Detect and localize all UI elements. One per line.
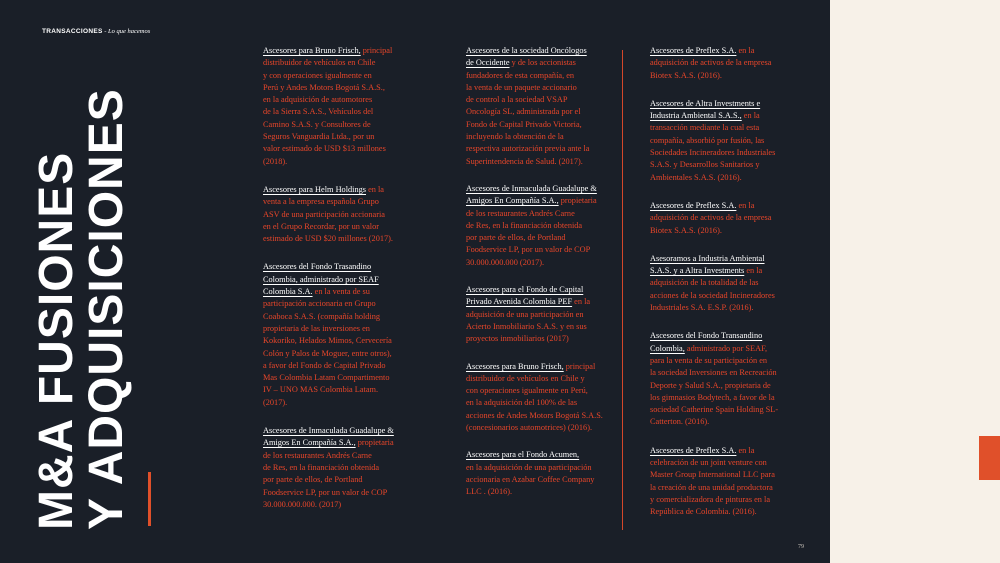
column-1 bbox=[263, 45, 409, 527]
transaction-description: y de los accionistas fundadores de esta compañía, en la venta de un paquete accionario de control a la sociedad VSAP Oncología SL, administrada por el Fondo de Capital Privado Victoria, incluyendo la obtención de la respectiva autorización previa ante la Superintendencia de Salud. (2017). bbox=[466, 58, 590, 166]
transaction-description: en la adquisición de una participación en Acierto Inmobiliario S.A.S. y en sus proyectos inmobiliarios (2017) bbox=[466, 297, 591, 344]
transaction-entry bbox=[263, 184, 409, 245]
transaction-description: propietaria de los restaurantes Andrés Carne de Res, en la financiación obtenida por parte de ellos, de Portland Foodservice LP, por un valor de COP 30.000.000.000. (2017) bbox=[263, 438, 394, 509]
client-name: Asesoramos a Industria Ambiental S.A.S. y a Altra Investments bbox=[650, 253, 765, 276]
transaction-entry bbox=[466, 449, 606, 498]
client-name: Ascesores para Bruno Frisch, bbox=[263, 46, 361, 55]
transaction-entry bbox=[466, 284, 606, 345]
column-divider bbox=[622, 50, 623, 530]
transaction-entry bbox=[263, 261, 409, 409]
transaction-description: en la adquisición de una participación accionaria en Azabar Coffee Company LLC . (2016). bbox=[466, 462, 595, 497]
transaction-description: en la adquisición de activos de la empresa Biotex S.A.S. (2016). bbox=[650, 46, 772, 80]
client-name: Ascesores de Inmaculada Guadalupe & Amigos En Compañía S.A., bbox=[466, 183, 597, 206]
transaction-description: principal distribuidor de vehículos en Chile y con operaciones igualmente en Perú, en la adquisición del 100% de las acciones de Andes Motors Bogotá S.A.S. (concesionarios automotrices) (2016). bbox=[466, 361, 603, 433]
client-name: Ascesores del Fondo Transandino Colombia, bbox=[650, 331, 763, 353]
transaction-entry bbox=[650, 98, 800, 184]
transaction-description: en la celebración de un joint venture con Master Group International LLC para la creación de una unidad productora y comercializadora de pinturas en la República de Colombia. (2016). bbox=[650, 445, 775, 517]
column-3 bbox=[650, 45, 800, 535]
client-name: Ascesores de Preflex S.A. bbox=[650, 200, 737, 210]
cream-panel bbox=[830, 0, 1000, 563]
transaction-description: en la adquisición de la totalidad de las acciones de la sociedad Incineradores Industriales S.A. E.S.P. (2016). bbox=[650, 266, 775, 313]
transaction-entry bbox=[466, 183, 606, 269]
transaction-description: principal distribuidor de vehículos en Chile y con operaciones igualmente en Perú y Andes Motors Bogotá S.A.S., en la adquisición de automotores de la Sierra S.A.S., Vehículos del Camino S.A.S. y Consultores de Seguros Vanguardia Ltda., por un valor estimado de USD $13 millones (2018). bbox=[263, 46, 393, 166]
transaction-entry bbox=[466, 45, 606, 168]
transaction-description: administrado por SEAF, para la venta de su participación en la sociedad Inversiones en Recreación Deporte y Salud S.A., propietaria de los gimnasios Bodytech, a favor de la sociedad Catherine Spain Holding SL- Catterton. (2016). bbox=[650, 343, 779, 427]
client-name: Ascesores de Inmaculada Guadalupe & Amigos En Compañía S.A., bbox=[263, 426, 394, 448]
section-label: TRANSACCIONES bbox=[42, 28, 103, 35]
client-name: Ascesores para Bruno Frisch, bbox=[466, 361, 564, 371]
client-name: Ascesores para Helm Holdings bbox=[263, 184, 366, 194]
section-header bbox=[42, 28, 150, 35]
section-tab bbox=[979, 436, 1000, 480]
transaction-entry bbox=[263, 425, 409, 511]
transaction-description: en la adquisición de activos de la empresa Biotex S.A.S. (2016). bbox=[650, 200, 772, 235]
transaction-entry bbox=[650, 445, 800, 519]
client-name: Ascesores de Preflex S.A. bbox=[650, 445, 737, 455]
client-name: Ascesores para el Fondo de Capital Privado Avenida Colombia PEF bbox=[466, 285, 584, 307]
transaction-entry bbox=[263, 45, 409, 168]
transaction-description: en la transacción mediante la cual esta compañía, absorbió por fusión, las Sociedades Incineradores Industriales S.A.S. y Desarrollos Sanitarios y Ambientales S.A.S. (2016). bbox=[650, 111, 776, 182]
header-separator: - bbox=[102, 28, 109, 35]
client-name: Ascesores de Preflex S.A. bbox=[650, 46, 737, 55]
transaction-description: en la venta de su participación accionaria en Grupo Coaboca S.A.S. (compañía holding propietaria de las inversiones en Kokoriko, Helados Mimos, Cervecería Colón y Palos de Moguer, entre otros), a favor del Fondo de Capital Privado Mas Colombia Latam Compartimento IV – UNO MAS Colombia Latam. (2017). bbox=[263, 287, 392, 407]
page-number: 79 bbox=[798, 544, 804, 550]
client-name: Ascesores del Fondo Trasandino Colombia, administrado por SEAF Colombia S.A. bbox=[263, 262, 379, 297]
column-2 bbox=[466, 45, 606, 514]
title-line-2: Y ADQUISICIONES bbox=[80, 88, 133, 530]
page-title bbox=[32, 88, 132, 530]
transaction-entry bbox=[466, 361, 606, 435]
transaction-entry bbox=[650, 330, 800, 428]
transaction-entry bbox=[650, 253, 800, 314]
client-name: Ascesores de Altra Investments e Industria Ambiental S.A.S., bbox=[650, 98, 761, 121]
title-accent-bar bbox=[148, 472, 151, 526]
transaction-entry bbox=[650, 45, 800, 82]
transaction-entry bbox=[650, 200, 800, 237]
client-name: Ascesores de la sociedad Oncólogos de Occidente bbox=[466, 46, 587, 68]
transaction-description: propietaria de los restaurantes Andrés Carne de Res, en la financiación obtenida por parte de ellos, de Portland Foodservice LP, por un valor de COP 30.000.000.000 (2017). bbox=[466, 196, 597, 267]
section-subtitle: Lo que hacemos bbox=[108, 28, 151, 35]
client-name: Ascesores para el Fondo Acumen, bbox=[466, 450, 580, 460]
title-line-1: M&A FUSIONES bbox=[30, 151, 83, 530]
transaction-description: en la venta a la empresa española Grupo ASV de una participación accionaria en el Grupo Recordar, por un valor estimado de USD $20 millones (2017). bbox=[263, 184, 393, 244]
